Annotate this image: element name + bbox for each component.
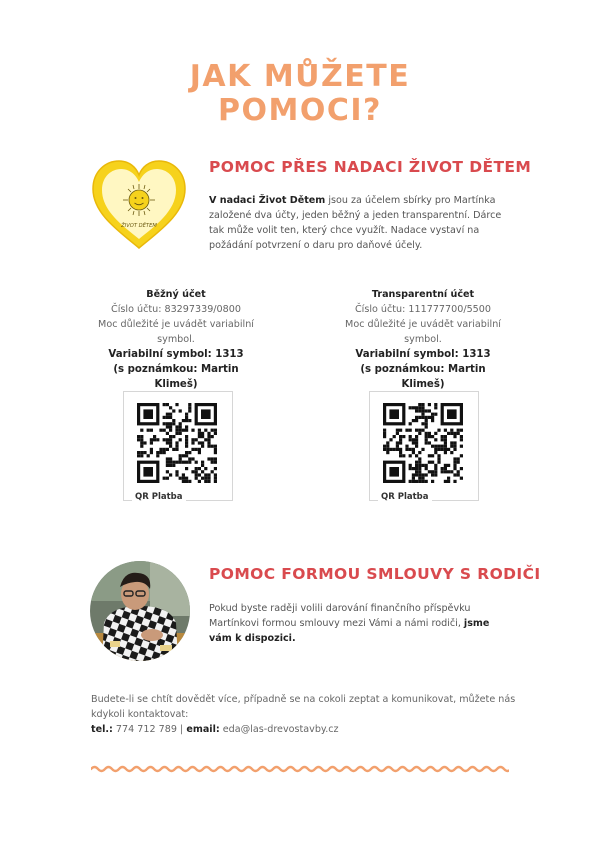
account-title: Transparentní účet: [371, 289, 475, 300]
account-vs-note: (s poznámkou: Martin Klimeš): [113, 364, 239, 390]
wave-divider: [91, 760, 509, 779]
account-number: Číslo účtu: 83297339/0800: [111, 304, 241, 315]
section2-text: Pokud byste raději volili darování finančního příspěvku Martínkovi formou smlouvy mezi Vámi a námi rodiči,: [209, 603, 471, 629]
account-note: Moc důležité je uvádět variabilní symbol.: [345, 319, 501, 345]
qr-code-icon: [383, 403, 463, 483]
section1-intro-text: jsou za účelem sbírky pro Martínka založené dva účty, jeden běžný a jeden transparentní. Dárce tak může volit ten, který chce využít. Nadace vystaví na požádání potvrzení o daru pro daňové účely.: [209, 195, 502, 251]
contact-text: Budete-li se chtít dovědět více, případně se na cokoli zeptat a komunikovat, můžete nás kdykoli kontaktovat:: [91, 694, 516, 720]
account-variable-symbol: Variabilní symbol: 1313: [355, 349, 491, 360]
email-value[interactable]: eda@las-drevostavby.cz: [219, 724, 339, 735]
section2-paragraph: [209, 601, 509, 646]
email-label: email:: [186, 724, 220, 735]
qr-code-current: [123, 391, 233, 501]
contact-line: [91, 722, 516, 737]
tel-label: tel.:: [91, 724, 113, 735]
qr-code-transparent: [369, 391, 479, 501]
contact-block: [91, 692, 516, 737]
account-variable-symbol: Variabilní symbol: 1313: [108, 349, 244, 360]
qr-code-icon: [137, 403, 217, 483]
qr-label: QR Platba: [378, 492, 432, 502]
contact-separator: |: [176, 724, 187, 735]
section1-intro-bold: V nadaci Život Dětem: [209, 195, 326, 206]
child-photo: [90, 561, 190, 661]
tel-value[interactable]: 774 712 789: [112, 724, 177, 735]
section2-heading: POMOC FORMOU SMLOUVY S RODIČI: [209, 565, 541, 583]
page-title: [0, 60, 600, 128]
section1-heading: POMOC PŘES NADACI ŽIVOT DĚTEM: [209, 158, 532, 176]
page-title-line1: JAK MŮŽETE: [189, 59, 411, 94]
account-title: Běžný účet: [146, 289, 206, 300]
account-transparent: [338, 287, 508, 392]
account-vs-note: (s poznámkou: Martin Klimeš): [360, 364, 486, 390]
section2-text-bold: jsme vám k dispozici.: [209, 618, 490, 644]
section1-paragraph: [209, 193, 511, 253]
svg-text:ŽIVOT DĚTEM: ŽIVOT DĚTEM: [121, 223, 157, 229]
qr-label: QR Platba: [132, 492, 186, 502]
account-note: Moc důležité je uvádět variabilní symbol.: [98, 319, 254, 345]
page-title-line2: POMOCI?: [218, 93, 382, 128]
account-number: Číslo účtu: 111777700/5500: [354, 304, 491, 315]
heart-sun-logo-icon: [88, 156, 190, 252]
account-current: [91, 287, 261, 392]
